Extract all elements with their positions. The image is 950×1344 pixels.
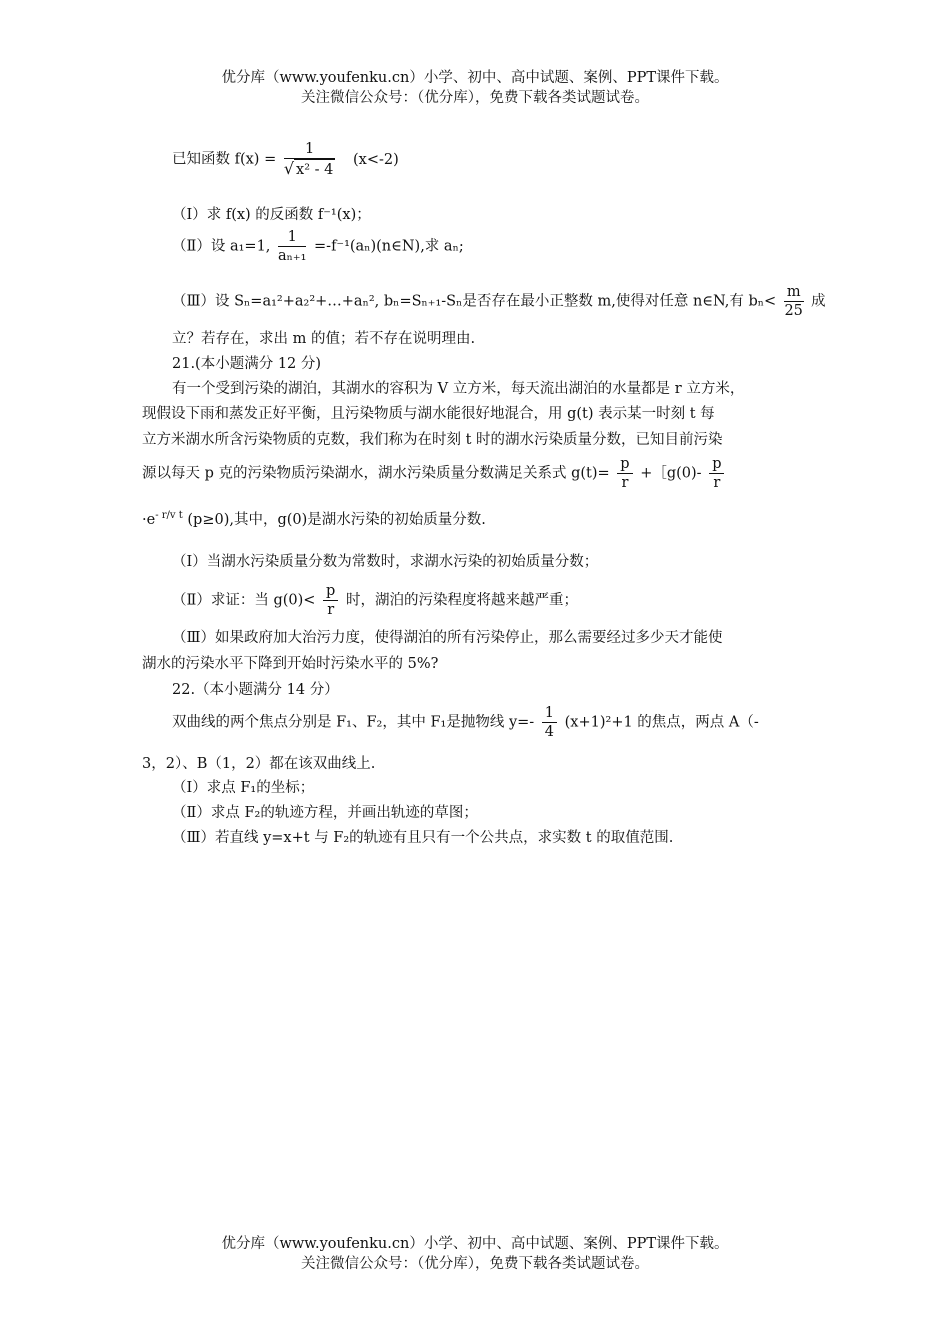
q20-fx: f(x) <box>234 151 260 168</box>
q21-p4-pre: 源以每天 p 克的污染物质污染湖水，湖水污染质量分数满足关系式 g(t)= <box>142 465 610 482</box>
q21-part3-a: （Ⅲ）如果政府加大治污力度，使得湖泊的所有污染停止，那么需要经过多少天才能使 <box>172 630 723 646</box>
q21-p3: 立方米湖水所含污染物质的克数，我们称为在时刻 t 时的湖水污染质量分数，已知目前污染 <box>142 432 723 448</box>
q20-part2-fraction <box>278 228 306 265</box>
q20-part2-post: =-f⁻¹(aₙ)(n∈N),求 aₙ; <box>314 238 464 255</box>
q20-fraction <box>284 140 336 179</box>
q22-p1-post: (x+1)²+1 的焦点，两点 A（- <box>564 714 759 731</box>
q20-intro: 已知函数 <box>172 151 230 168</box>
q21-p5-pre: ·e <box>142 512 156 528</box>
q21-p5-exponent: - r/v t <box>155 510 183 522</box>
q22-p1-num: 1 <box>542 704 557 723</box>
q21-p4-num-2: p <box>709 455 724 474</box>
q20-part2 <box>172 228 464 265</box>
footer-line-1: 优分库（www.youfenku.cn）小学、初中、高中试题、案例、PPT课件下载。 <box>221 1236 729 1252</box>
q22-p1-fraction <box>542 704 557 741</box>
q21-p4-fraction-1 <box>617 455 632 492</box>
q22-part2: （Ⅱ）求点 F₂的轨迹方程，并画出轨迹的草图； <box>172 805 478 821</box>
q20-part3-end: 成 <box>811 293 826 310</box>
q21-p5 <box>142 508 486 529</box>
q20-definition <box>172 140 399 179</box>
q21-p5-post: (p≥0),其中，g(0)是湖水污染的初始质量分数. <box>187 512 486 528</box>
q21-part2-den: r <box>327 602 335 619</box>
q21-part2-num: p <box>323 582 338 601</box>
q22-p2: 3，2）、B（1，2）都在该双曲线上. <box>142 756 376 772</box>
q21-p4-num-1: p <box>617 455 632 474</box>
q20-part2-num: 1 <box>278 228 306 247</box>
q21-p2: 现假设下雨和蒸发正好平衡，且污染物质与湖水能很好地混合，用 g(t) 表示某一时刻 t 每 <box>142 406 715 422</box>
q22-title: 22.（本小题满分 14 分） <box>172 682 339 698</box>
q21-p1: 有一个受到污染的湖泊，其湖水的容积为 V 立方米，每天流出湖泊的水量都是 r 立方米， <box>172 381 745 397</box>
q21-p4-mid: +［g(0)- <box>640 465 702 482</box>
q20-eq: = <box>264 151 277 168</box>
q20-part3-fraction <box>784 283 804 320</box>
q20-domain: (x<-2) <box>353 151 399 168</box>
q22-part1: （Ⅰ）求点 F₁的坐标； <box>172 780 315 796</box>
q21-part1: （Ⅰ）当湖水污染质量分数为常数时，求湖水污染的初始质量分数； <box>172 554 599 570</box>
q21-part2-post: 时，湖泊的污染程度将越来越严重； <box>345 592 578 609</box>
q22-p1 <box>172 704 759 741</box>
q21-part2 <box>172 582 578 619</box>
q21-title: 21.(本小题满分 12 分) <box>172 356 322 372</box>
q20-part1: （Ⅰ）求 f(x) 的反函数 f⁻¹(x)； <box>172 207 371 223</box>
q22-part3: （Ⅲ）若直线 y=x+t 与 F₂的轨迹有且只有一个公共点，求实数 t 的取值范围. <box>172 830 674 846</box>
q21-part2-pre: （Ⅱ）求证：当 g(0)< <box>172 592 316 609</box>
q20-radicand: x² - 4 <box>294 159 335 179</box>
q20-part3-num: m <box>784 283 804 302</box>
q22-p1-den: 4 <box>544 724 555 741</box>
header-line-2: 关注微信公众号：（优分库），免费下载各类试题试卷。 <box>301 90 649 106</box>
q21-p4-fraction-2 <box>709 455 724 492</box>
q20-part3-text: （Ⅲ）设 Sₙ=a₁²+a₂²+…+aₙ², bₙ=Sₙ₊₁-Sₙ是否存在最小正整数 m,使得对任意 n∈N,有 bₙ< <box>172 293 777 310</box>
q22-p1-pre: 双曲线的两个焦点分别是 F₁、F₂，其中 F₁是抛物线 y=- <box>172 714 535 731</box>
footer-line-2: 关注微信公众号：（优分库），免费下载各类试题试卷。 <box>301 1256 649 1272</box>
header-line-1: 优分库（www.youfenku.cn）小学、初中、高中试题、案例、PPT课件下载。 <box>221 70 729 86</box>
q20-denominator: √ x² - 4 <box>283 159 334 179</box>
q20-part3-cont: 立？若存在，求出 m 的值；若不存在说明理由. <box>172 331 476 347</box>
q21-part2-fraction <box>323 582 338 619</box>
q21-p4-den-1: r <box>621 475 629 492</box>
q21-p4-den-2: r <box>713 475 721 492</box>
q20-part3-den: 25 <box>784 303 803 320</box>
q20-part2-pre: （Ⅱ）设 a₁=1, <box>172 238 271 255</box>
q21-p4 <box>142 455 727 492</box>
q20-numerator: 1 <box>284 140 336 159</box>
q21-part3-b: 湖水的污染水平下降到开始时污染水平的 5%? <box>142 656 439 672</box>
q20-part2-den: aₙ₊₁ <box>278 248 307 265</box>
q20-part3 <box>172 283 826 320</box>
